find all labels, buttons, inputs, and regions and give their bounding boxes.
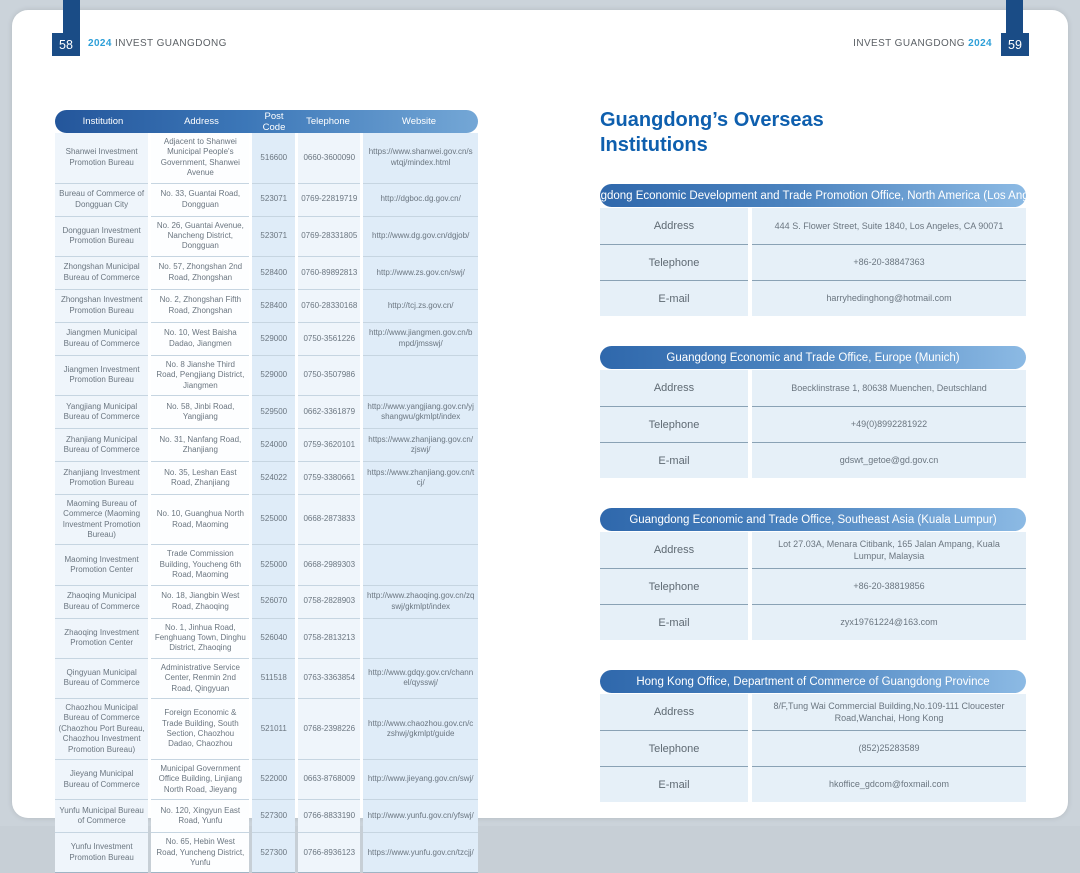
address-cell: No. 120, Xingyun East Road, Yunfu: [151, 800, 249, 833]
postcode-cell: 528400: [252, 290, 295, 323]
postcode-cell: 527300: [252, 833, 295, 873]
postcode-cell: 522000: [252, 760, 295, 800]
telephone-cell: 0758-2828903: [298, 586, 360, 619]
address-label: Address: [600, 370, 748, 406]
address-label: Address: [600, 208, 748, 244]
telephone-value: +86-20-38819856: [752, 568, 1026, 604]
website-cell: [363, 619, 478, 659]
address-cell: No. 31, Nanfang Road, Zhanjiang: [151, 429, 249, 462]
address-cell: Administrative Service Center, Renmin 2nd Road, Qingyuan: [151, 659, 249, 699]
address-value: Lot 27.03A, Menara Citibank, 165 Jalan Ampang, Kuala Lumpur, Malaysia: [752, 532, 1026, 568]
overseas-section: [600, 508, 1026, 640]
overseas-section: [600, 346, 1026, 478]
postcode-cell: 529000: [252, 356, 295, 396]
overseas-sections: [572, 184, 1054, 802]
address-cell: Municipal Government Office Building, Linjiang North Road, Jieyang: [151, 760, 249, 800]
table-row: [55, 290, 478, 323]
website-cell: https://www.yunfu.gov.cn/tzcjj/: [363, 833, 478, 873]
postcode-cell: 523071: [252, 217, 295, 257]
institution-cell: Zhaoqing Municipal Bureau of Commerce: [55, 586, 148, 619]
postcode-cell: 524000: [252, 429, 295, 462]
website-cell: http://www.zs.gov.cn/swj/: [363, 257, 478, 290]
table-row: [55, 833, 478, 873]
institution-cell: Yangjiang Municipal Bureau of Commerce: [55, 396, 148, 429]
website-cell: [363, 356, 478, 396]
institution-cell: Zhongshan Investment Promotion Bureau: [55, 290, 148, 323]
website-cell: [363, 545, 478, 585]
address-value: Boecklinstrase 1, 80638 Muenchen, Deutschland: [752, 370, 1026, 406]
website-cell: http://www.gdqy.gov.cn/channel/qysswj/: [363, 659, 478, 699]
section-row-address: [600, 532, 1026, 568]
postcode-cell: 528400: [252, 257, 295, 290]
email-value: harryhedinghong@hotmail.com: [752, 280, 1026, 316]
table-row: [55, 429, 478, 462]
website-cell: http://www.yunfu.gov.cn/yfswj/: [363, 800, 478, 833]
telephone-cell: 0760-89892813: [298, 257, 360, 290]
telephone-cell: 0668-2873833: [298, 495, 360, 546]
address-cell: No. 26, Guantai Avenue, Nancheng District, Dongguan: [151, 217, 249, 257]
section-row-address: [600, 694, 1026, 730]
address-cell: No. 2, Zhongshan Fifth Road, Zhongshan: [151, 290, 249, 323]
section-row-email: [600, 604, 1026, 640]
table-row: [55, 257, 478, 290]
section-row-email: [600, 442, 1026, 478]
right-page-number: 59: [1001, 33, 1029, 56]
website-cell: http://www.jieyang.gov.cn/swj/: [363, 760, 478, 800]
telephone-cell: 0769-28331805: [298, 217, 360, 257]
section-title-pill: Guangdong Economic and Trade Office, Europe (Munich): [600, 346, 1026, 369]
website-cell: https://www.shanwei.gov.cn/swtqj/mindex.html: [363, 133, 478, 184]
table-header-row: [55, 110, 478, 133]
email-value: zyx19761224@163.com: [752, 604, 1026, 640]
institution-cell: Chaozhou Municipal Bureau of Commerce (Chaozhou Port Bureau, Chaozhou Investment Promotion Bureau): [55, 699, 148, 760]
table-body: [55, 133, 478, 873]
postcode-cell: 529000: [252, 323, 295, 356]
postcode-cell: 521011: [252, 699, 295, 760]
overseas-column: [572, 108, 1054, 832]
table-row: [55, 495, 478, 546]
address-cell: No. 57, Zhongshan 2nd Road, Zhongshan: [151, 257, 249, 290]
website-cell: http://www.zhaoqing.gov.cn/zqswj/gkmlpt/index: [363, 586, 478, 619]
telephone-value: +49(0)8992281922: [752, 406, 1026, 442]
telephone-cell: 0760-28330168: [298, 290, 360, 323]
website-cell: http://www.dg.gov.cn/dgjob/: [363, 217, 478, 257]
address-label: Address: [600, 532, 748, 568]
telephone-cell: 0663-8768009: [298, 760, 360, 800]
section-row-telephone: [600, 244, 1026, 280]
section-row-email: [600, 766, 1026, 802]
address-cell: Adjacent to Shanwei Municipal People's Government, Shanwei Avenue: [151, 133, 249, 184]
table-row: [55, 586, 478, 619]
institution-cell: Zhaoqing Investment Promotion Center: [55, 619, 148, 659]
telephone-label: Telephone: [600, 244, 748, 280]
postcode-cell: 526070: [252, 586, 295, 619]
telephone-cell: 0758-2813213: [298, 619, 360, 659]
telephone-label: Telephone: [600, 406, 748, 442]
section-row-telephone: [600, 730, 1026, 766]
address-cell: No. 65, Hebin West Road, Yuncheng District, Yunfu: [151, 833, 249, 873]
institution-cell: Qingyuan Municipal Bureau of Commerce: [55, 659, 148, 699]
address-value: 8/F,Tung Wai Commercial Building,No.109-111 Cloucester Road,Wanchai, Hong Kong: [752, 694, 1026, 730]
telephone-cell: 0766-8936123: [298, 833, 360, 873]
section-title-pill: Guangdong Economic and Trade Office, Southeast Asia (Kuala Lumpur): [600, 508, 1026, 531]
telephone-label: Telephone: [600, 730, 748, 766]
table-row: [55, 659, 478, 699]
telephone-cell: 0768-2398226: [298, 699, 360, 760]
telephone-cell: 0763-3363854: [298, 659, 360, 699]
telephone-cell: 0668-2989303: [298, 545, 360, 585]
institution-cell: Maoming Bureau of Commerce (Maoming Investment Promotion Bureau): [55, 495, 148, 546]
website-cell: http://www.yangjiang.gov.cn/yjshangwu/gkmlpt/index: [363, 396, 478, 429]
left-page-ribbon: [63, 0, 80, 36]
column-header-telephone: Telephone: [306, 116, 350, 127]
website-cell: [363, 495, 478, 546]
section-title-pill: Guangdong Economic Development and Trade Promotion Office, North America (Los Angeles): [600, 184, 1026, 207]
column-header-website: Website: [401, 116, 437, 127]
address-cell: No. 8 Jianshe Third Road, Pengjiang District, Jiangmen: [151, 356, 249, 396]
address-cell: No. 58, Jinbi Road, Yangjiang: [151, 396, 249, 429]
address-cell: No. 10, Guanghua North Road, Maoming: [151, 495, 249, 546]
postcode-cell: 524022: [252, 462, 295, 495]
overseas-section: [572, 184, 1054, 316]
address-cell: No. 10, West Baisha Dadao, Jiangmen: [151, 323, 249, 356]
telephone-value: (852)25283589: [752, 730, 1026, 766]
website-cell: http://tcj.zs.gov.cn/: [363, 290, 478, 323]
institution-cell: Jiangmen Municipal Bureau of Commerce: [55, 323, 148, 356]
address-cell: No. 35, Leshan East Road, Zhanjiang: [151, 462, 249, 495]
institution-cell: Maoming Investment Promotion Center: [55, 545, 148, 585]
column-header-post-code: Post Code: [262, 110, 286, 133]
institution-cell: Zhanjiang Municipal Bureau of Commerce: [55, 429, 148, 462]
right-page-ribbon: [1006, 0, 1023, 36]
section-title-pill: Hong Kong Office, Department of Commerce of Guangdong Province: [600, 670, 1026, 693]
institution-cell: Jiangmen Investment Promotion Bureau: [55, 356, 148, 396]
page-title-line: Guangdong’s Overseas: [600, 109, 824, 131]
email-value: gdswt_getoe@gd.gov.cn: [752, 442, 1026, 478]
table-row: [55, 462, 478, 495]
website-cell: http://www.jiangmen.gov.cn/bmpd/jmsswj/: [363, 323, 478, 356]
postcode-cell: 525000: [252, 545, 295, 585]
page-title: [600, 108, 1026, 158]
postcode-cell: 526040: [252, 619, 295, 659]
telephone-cell: 0750-3507986: [298, 356, 360, 396]
telephone-cell: 0766-8833190: [298, 800, 360, 833]
address-cell: No. 33, Guantai Road, Dongguan: [151, 184, 249, 217]
telephone-cell: 0662-3361879: [298, 396, 360, 429]
table-row: [55, 760, 478, 800]
email-label: E-mail: [600, 766, 748, 802]
table-row: [55, 800, 478, 833]
institution-cell: Shanwei Investment Promotion Bureau: [55, 133, 148, 184]
website-cell: https://www.zhanjiang.gov.cn/tcj/: [363, 462, 478, 495]
table-row: [55, 699, 478, 760]
institution-cell: Zhongshan Municipal Bureau of Commerce: [55, 257, 148, 290]
header-brand-right: INVEST GUANGDONG: [853, 38, 965, 49]
table-row: [55, 217, 478, 257]
postcode-cell: 523071: [252, 184, 295, 217]
institution-cell: Zhanjiang Investment Promotion Bureau: [55, 462, 148, 495]
telephone-label: Telephone: [600, 568, 748, 604]
website-cell: http://dgboc.dg.gov.cn/: [363, 184, 478, 217]
address-cell: No. 18, Jiangbin West Road, Zhaoqing: [151, 586, 249, 619]
institutions-table: [55, 110, 478, 873]
address-cell: Trade Commission Building, Youcheng 6th Road, Maoming: [151, 545, 249, 585]
telephone-cell: 0759-3380661: [298, 462, 360, 495]
postcode-cell: 525000: [252, 495, 295, 546]
running-header-right: [853, 38, 992, 49]
section-row-telephone: [600, 568, 1026, 604]
header-year-right: 2024: [968, 38, 992, 49]
postcode-cell: 529500: [252, 396, 295, 429]
left-page-number: 58: [52, 33, 80, 56]
email-label: E-mail: [600, 604, 748, 640]
overseas-section: [600, 670, 1026, 802]
website-cell: http://www.chaozhou.gov.cn/czshwj/gkmlpt/guide: [363, 699, 478, 760]
telephone-cell: 0759-3620101: [298, 429, 360, 462]
address-cell: Foreign Economic & Trade Building, South Section, Chaozhou Dadao, Chaozhou: [151, 699, 249, 760]
postcode-cell: 516600: [252, 133, 295, 184]
column-header-address: Address: [184, 116, 219, 127]
email-value: hkoffice_gdcom@foxmail.com: [752, 766, 1026, 802]
section-row-email: [600, 280, 1026, 316]
table-row: [55, 356, 478, 396]
postcode-cell: 527300: [252, 800, 295, 833]
postcode-cell: 511518: [252, 659, 295, 699]
institution-cell: Dongguan Investment Promotion Bureau: [55, 217, 148, 257]
address-value: 444 S. Flower Street, Suite 1840, Los Angeles, CA 90071: [752, 208, 1026, 244]
address-label: Address: [600, 694, 748, 730]
institution-cell: Yunfu Investment Promotion Bureau: [55, 833, 148, 873]
table-row: [55, 323, 478, 356]
table-row: [55, 133, 478, 184]
section-row-address: [600, 370, 1026, 406]
page-title-line: Institutions: [600, 134, 708, 156]
header-year-left: 2024: [88, 38, 112, 49]
address-cell: No. 1, Jinhua Road, Fenghuang Town, Dinghu District, Zhaoqing: [151, 619, 249, 659]
running-header-left: [88, 38, 227, 49]
header-brand-left: INVEST GUANGDONG: [115, 38, 227, 49]
institution-cell: Bureau of Commerce of Dongguan City: [55, 184, 148, 217]
telephone-value: +86-20-38847363: [752, 244, 1026, 280]
email-label: E-mail: [600, 442, 748, 478]
email-label: E-mail: [600, 280, 748, 316]
institution-cell: Yunfu Municipal Bureau of Commerce: [55, 800, 148, 833]
section-row-telephone: [600, 406, 1026, 442]
section-row-address: [600, 208, 1026, 244]
table-row: [55, 396, 478, 429]
table-row: [55, 184, 478, 217]
telephone-cell: 0769-22819719: [298, 184, 360, 217]
website-cell: https://www.zhanjiang.gov.cn/zjswj/: [363, 429, 478, 462]
telephone-cell: 0750-3561226: [298, 323, 360, 356]
table-row: [55, 619, 478, 659]
institution-cell: Jieyang Municipal Bureau of Commerce: [55, 760, 148, 800]
table-row: [55, 545, 478, 585]
telephone-cell: 0660-3600090: [298, 133, 360, 184]
column-header-institution: Institution: [82, 116, 124, 127]
